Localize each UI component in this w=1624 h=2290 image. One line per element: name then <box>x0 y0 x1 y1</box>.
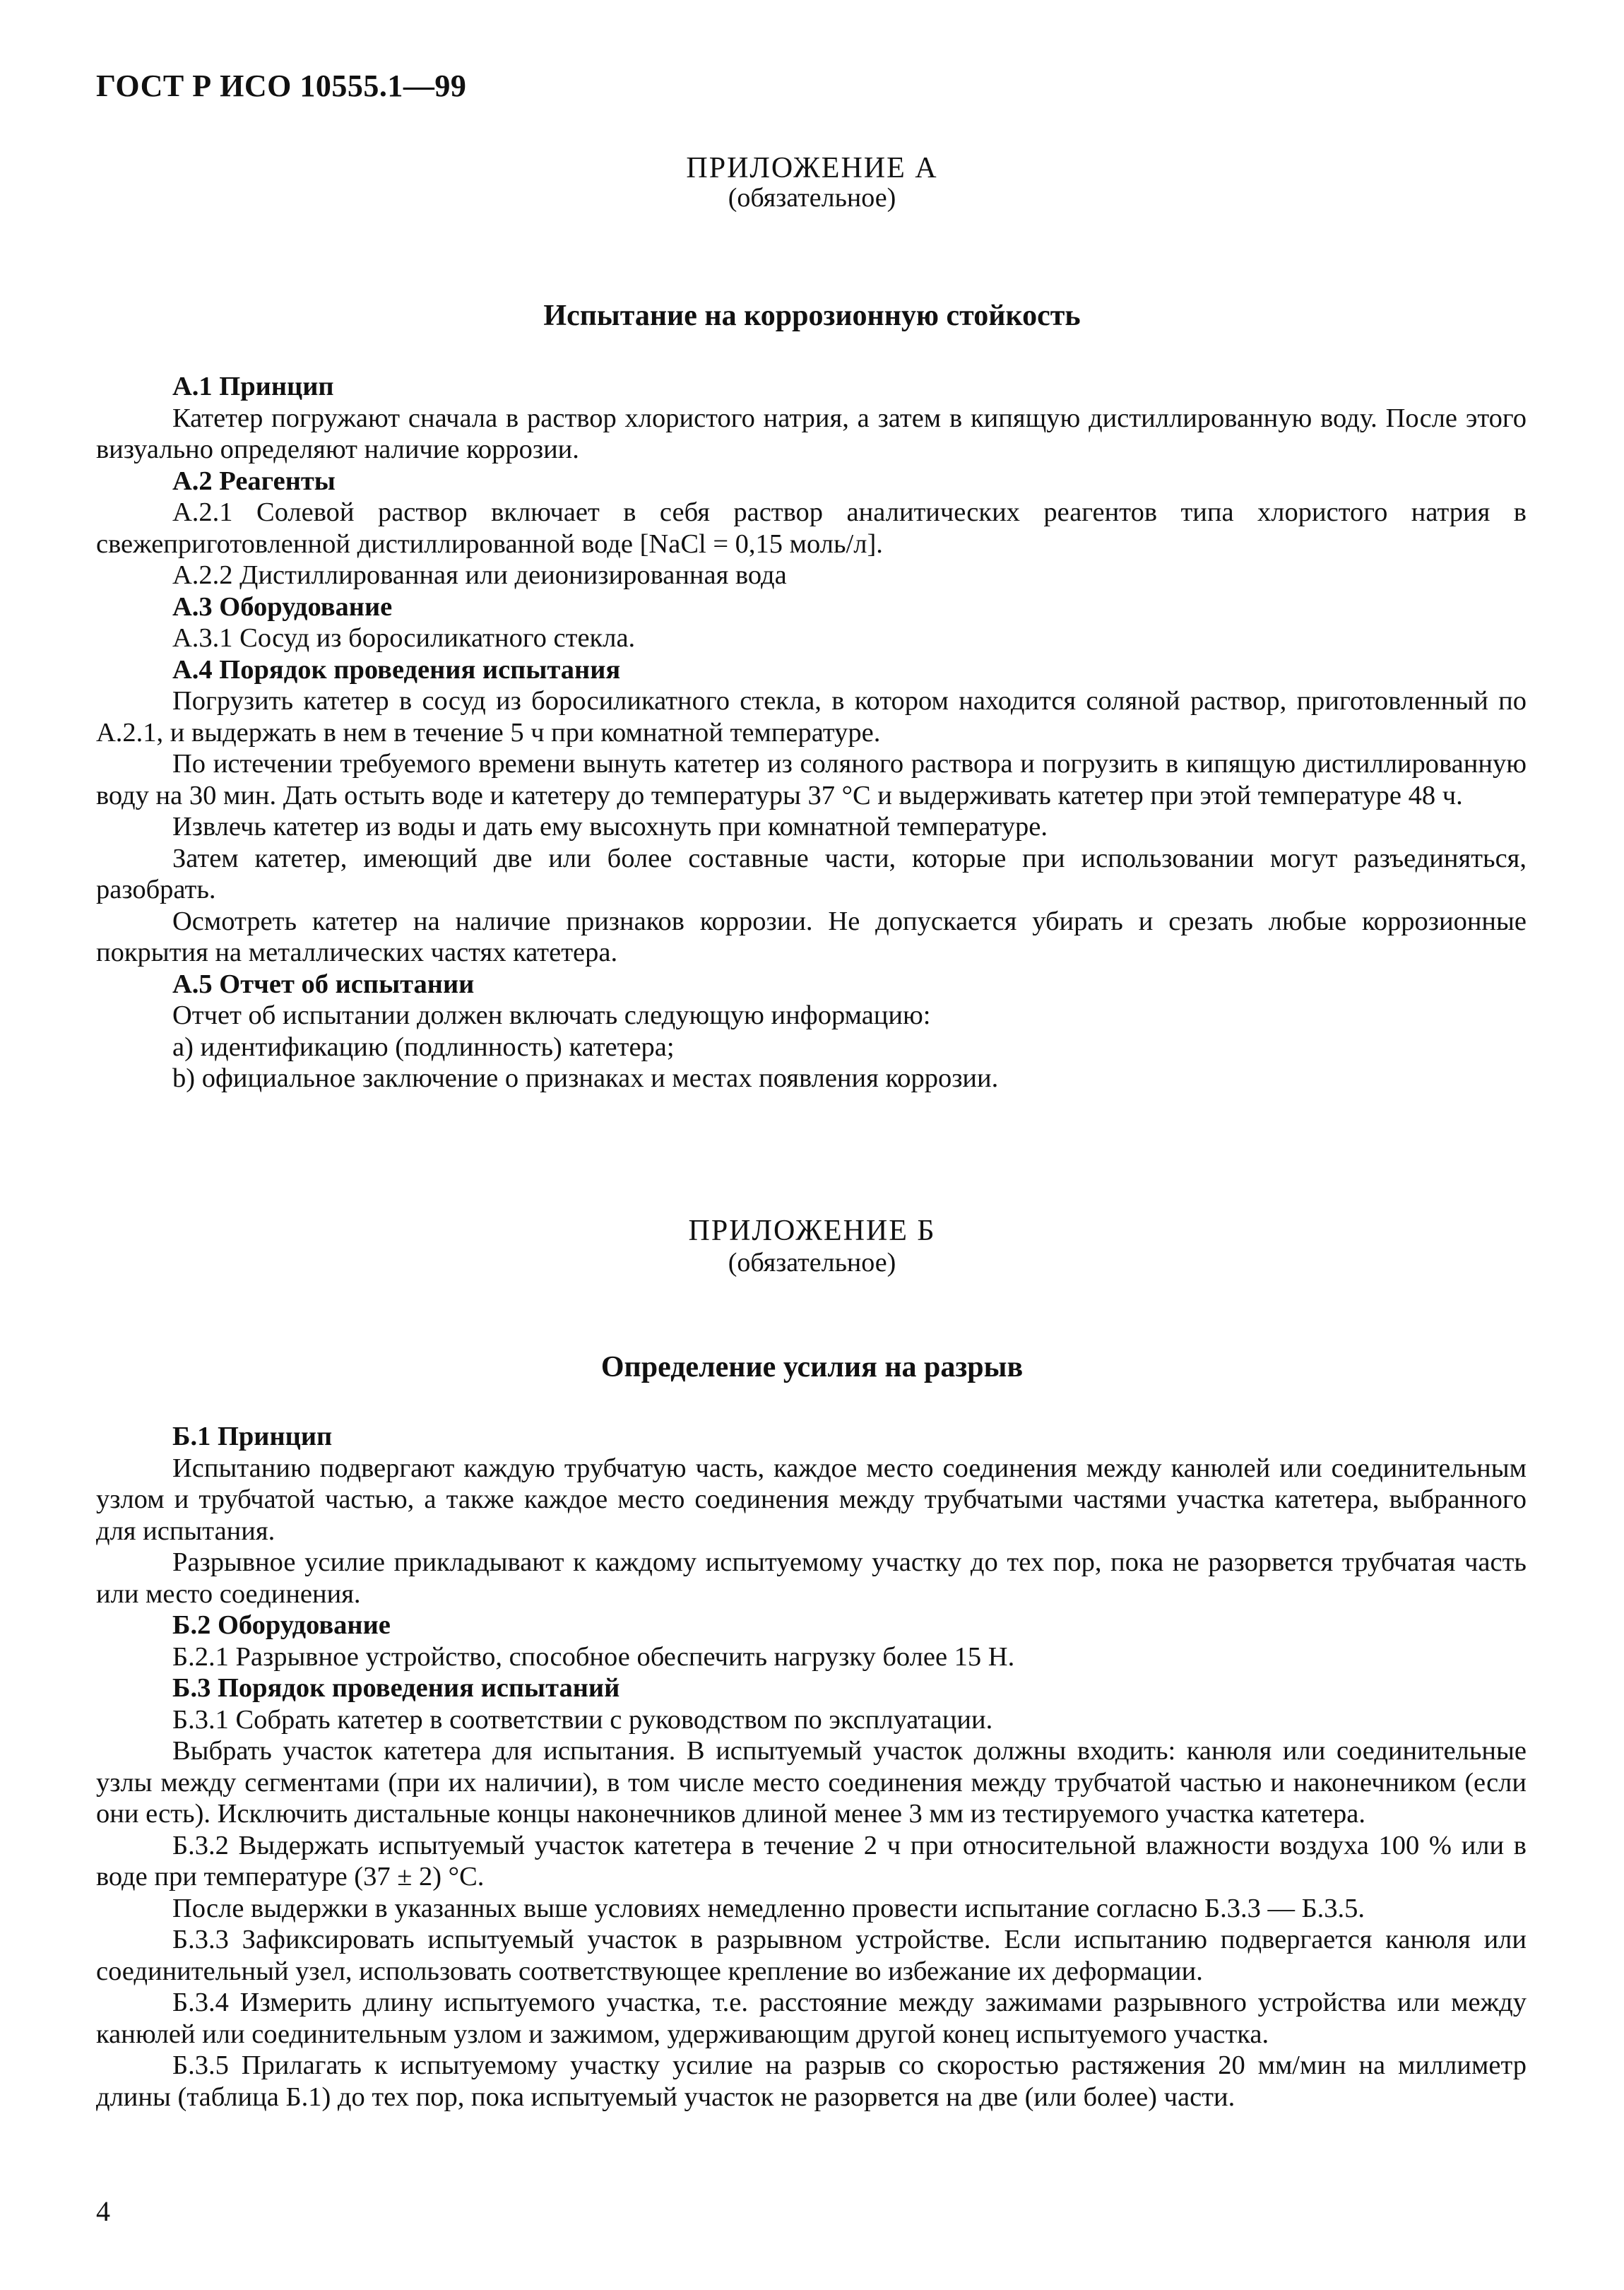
appendix-a-body <box>96 371 1527 1094</box>
paragraph: Осмотреть катетер на наличие признаков коррозии. Не допускается убирать и срезать любые коррозионные покрытия на металлических частях катетера. <box>96 906 1527 967</box>
paragraph: А.2.1 Солевой раствор включает в себя раствор аналитических реагентов типа хлористого натрия в свежеприготовленной дистиллированной воде [NaCl = 0,15 моль/л]. <box>96 497 1527 559</box>
appendix-a-title: ПРИЛОЖЕНИЕ А <box>686 152 938 184</box>
paragraph: Погрузить катетер в сосуд из боросиликатного стекла, в котором находится соляной раствор, приготовленный по А.2.1, и выдержать в нем в течение 5 ч при комнатной температуре. <box>96 686 1527 748</box>
appendix-a-heading: Испытание на коррозионную стойкость <box>543 300 1081 332</box>
paragraph: Разрывное усилие прикладывают к каждому испытуемому участку до тех пор, пока не разорвется трубчатая часть или место соединения. <box>96 1547 1527 1609</box>
paragraph: А.2.2 Дистиллированная или деионизированная вода <box>172 560 787 590</box>
appendix-b-heading: Определение усилия на разрыв <box>600 1351 1024 1383</box>
paragraph: Б.3.3 Зафиксировать испытуемый участок в разрывном устройстве. Если испытанию подвергается канюля или соединительный узел, использовать соответствующее крепление во избежание их деформации. <box>96 1925 1527 1986</box>
section-heading: А.3 Оборудование <box>172 591 393 622</box>
paragraph: Катетер погружают сначала в раствор хлористого натрия, а затем в кипящую дистиллированную воду. После этого визуально определяют наличие коррозии. <box>96 403 1527 464</box>
appendix-a-subtitle: (обязательное) <box>728 183 896 213</box>
appendix-b-body <box>96 1421 1527 2113</box>
list-item: b) официальное заключение о признаках и местах появления коррозии. <box>172 1063 999 1093</box>
paragraph: Выбрать участок катетера для испытания. В испытуемый участок должны входить: канюля или соединительные узлы между сегментами (при их наличии), в том числе место соединения между трубчатой частью и наконечником (если они есть). Исключить дистальные концы наконечников длиной менее 3 мм из тестируемого участка катетера. <box>96 1736 1527 1829</box>
appendix-b-title: ПРИЛОЖЕНИЕ Б <box>688 1215 936 1247</box>
section-heading: Б.2 Оборудование <box>172 1610 391 1640</box>
paragraph: Извлечь катетер из воды и дать ему высохнуть при комнатной температуре. <box>172 812 1048 842</box>
section-heading: А.2 Реагенты <box>172 466 336 496</box>
paragraph: Б.3.2 Выдержать испытуемый участок катетера в течение 2 ч при относительной влажности воздуха 100 % или в воде при температуре (37 ± 2) °С. <box>96 1830 1527 1891</box>
paragraph: Б.3.4 Измерить длину испытуемого участка, т.е. расстояние между зажимами разрывного устройства или между канюлей или соединительным узлом и зажимом, удерживающим другой конец испытуемого участка. <box>96 1988 1527 2049</box>
paragraph: Отчет об испытании должен включать следующую информацию: <box>172 1001 931 1030</box>
paragraph: Затем катетер, имеющий две или более составные части, которые при использовании могут разъединяться, разобрать. <box>96 843 1527 904</box>
paragraph: Б.3.1 Собрать катетер в соответствии с руководством по эксплуатации. <box>172 1704 993 1735</box>
section-heading: А.1 Принцип <box>172 372 334 401</box>
document-header: ГОСТ Р ИСО 10555.1—99 <box>96 69 467 103</box>
page-number: 4 <box>96 2195 110 2227</box>
list-item: a) идентификацию (подлинность) катетера; <box>172 1032 675 1062</box>
appendix-b-subtitle: (обязательное) <box>728 1248 896 1277</box>
paragraph: Испытанию подвергают каждую трубчатую часть, каждое место соединения между канюлей или соединительным узлом и трубчатой частью, а также каждое место соединения между трубчатыми частями участка катетера, выбранного для испытания. <box>96 1453 1527 1546</box>
paragraph: После выдержки в указанных выше условиях немедленно провести испытание согласно Б.3.3 — Б.3.5. <box>172 1893 1365 1923</box>
section-heading: А.4 Порядок проведения испытания <box>172 654 621 685</box>
section-heading: Б.3 Порядок проведения испытаний <box>172 1673 620 1703</box>
paragraph: Б.2.1 Разрывное устройство, способное обеспечить нагрузку более 15 Н. <box>172 1641 1015 1672</box>
section-heading: А.5 Отчет об испытании <box>172 969 475 999</box>
paragraph: А.3.1 Сосуд из боросиликатного стекла. <box>172 623 636 653</box>
paragraph: По истечении требуемого времени вынуть катетер из соляного раствора и погрузить в кипящую дистиллированную воду на 30 мин. Дать остыть воде и катетеру до температуры 37 °С и выдерживать катетер при этой температуре 48 ч. <box>96 749 1527 810</box>
section-heading: Б.1 Принцип <box>172 1422 333 1451</box>
paragraph: Б.3.5 Прилагать к испытуемому участку усилие на разрыв со скоростью растяжения 20 мм/мин на миллиметр длины (таблица Б.1) до тех пор, пока испытуемый участок не разорвется на две (или более) части. <box>96 2050 1527 2112</box>
